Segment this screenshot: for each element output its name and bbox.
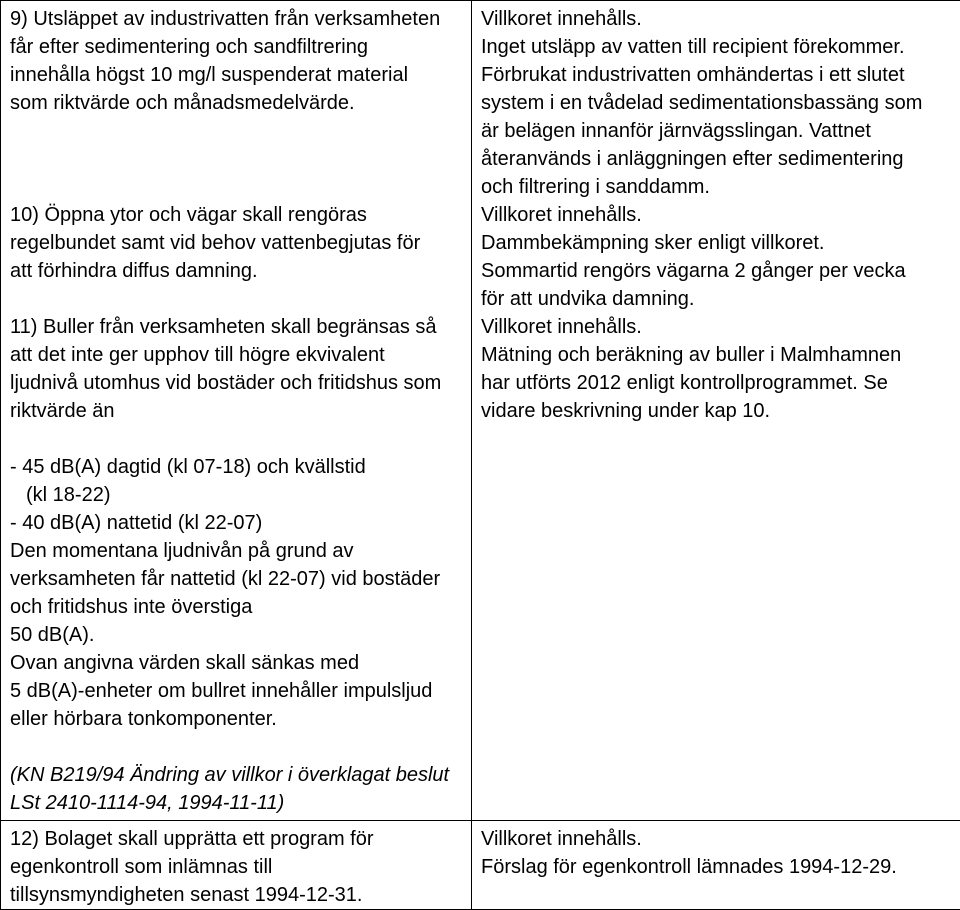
text-line: innehålla högst 10 mg/l suspenderat material [10, 61, 465, 89]
text-line: egenkontroll som inlämnas till [10, 853, 465, 881]
text-line: Inget utsläpp av vatten till recipient förekommer. [481, 33, 954, 61]
text-line: 11) Buller från verksamheten skall begränsas så [10, 313, 465, 341]
text-line: Villkoret innehålls. [481, 313, 954, 341]
text-line: (kl 18-22) [10, 481, 465, 509]
text-line: och fritidshus inte överstiga [10, 593, 465, 621]
text-line: regelbundet samt vid behov vattenbegjutas för [10, 229, 465, 257]
text-line: 50 dB(A). [10, 621, 465, 649]
compliance-cell [472, 1, 960, 821]
condition-cell [1, 821, 472, 910]
text-line: system i en tvådelad sedimentationsbassäng som [481, 89, 954, 117]
condition-10 [10, 201, 465, 285]
text-line: som riktvärde och månadsmedelvärde. [10, 89, 465, 117]
text-line: 12) Bolaget skall upprätta ett program för [10, 825, 465, 853]
text-line: att det inte ger upphov till högre ekvivalent [10, 341, 465, 369]
text-line: verksamheten får nattetid (kl 22-07) vid bostäder [10, 565, 465, 593]
text-line: att förhindra diffus damning. [10, 257, 465, 285]
compliance-11 [481, 313, 954, 425]
text-line: Ovan angivna värden skall sänkas med [10, 649, 465, 677]
text-line: 10) Öppna ytor och vägar skall rengöras [10, 201, 465, 229]
text-line: tillsynsmyndigheten senast 1994-12-31. [10, 881, 465, 909]
text-line: Sommartid rengörs vägarna 2 gånger per vecka [481, 257, 954, 285]
text-line: och filtrering i sanddamm. [481, 173, 954, 201]
text-line: Förslag för egenkontroll lämnades 1994-12-29. [481, 853, 954, 881]
text-line: eller hörbara tonkomponenter. [10, 705, 465, 733]
text-line: ljudnivå utomhus vid bostäder och fritidshus som [10, 369, 465, 397]
condition-cell [1, 1, 472, 821]
text-line: Dammbekämpning sker enligt villkoret. [481, 229, 954, 257]
text-line: Mätning och beräkning av buller i Malmhamnen [481, 341, 954, 369]
text-line: får efter sedimentering och sandfiltrering [10, 33, 465, 61]
noise-limits [10, 453, 465, 733]
text-line: har utförts 2012 enligt kontrollprogrammet. Se [481, 369, 954, 397]
text-line: Villkoret innehålls. [481, 201, 954, 229]
text-line: Villkoret innehålls. [481, 5, 954, 33]
text-line: återanvänds i anläggningen efter sedimentering [481, 145, 954, 173]
text-line: vidare beskrivning under kap 10. [481, 397, 954, 425]
amendment-note [10, 761, 465, 817]
text-line: (KN B219/94 Ändring av villkor i överklagat beslut [10, 761, 465, 789]
text-line: - 40 dB(A) nattetid (kl 22-07) [10, 509, 465, 537]
table-row [1, 1, 960, 821]
text-line: Förbrukat industrivatten omhändertas i ett slutet [481, 61, 954, 89]
text-line: 9) Utsläppet av industrivatten från verksamheten [10, 5, 465, 33]
compliance-9 [481, 5, 954, 201]
table-row [1, 821, 960, 910]
text-line: - 45 dB(A) dagtid (kl 07-18) och kvällstid [10, 453, 465, 481]
condition-9 [10, 5, 465, 117]
condition-11 [10, 313, 465, 425]
condition-12 [10, 825, 465, 909]
text-line: 5 dB(A)-enheter om bullret innehåller impulsljud [10, 677, 465, 705]
compliance-10 [481, 201, 954, 313]
text-line: är belägen innanför järnvägsslingan. Vattnet [481, 117, 954, 145]
text-line: för att undvika damning. [481, 285, 954, 313]
text-line: Den momentana ljudnivån på grund av [10, 537, 465, 565]
compliance-12 [481, 825, 954, 881]
compliance-cell [472, 821, 960, 910]
text-line: Villkoret innehålls. [481, 825, 954, 853]
text-line: riktvärde än [10, 397, 465, 425]
text-line: LSt 2410-1114-94, 1994-11-11) [10, 789, 465, 817]
